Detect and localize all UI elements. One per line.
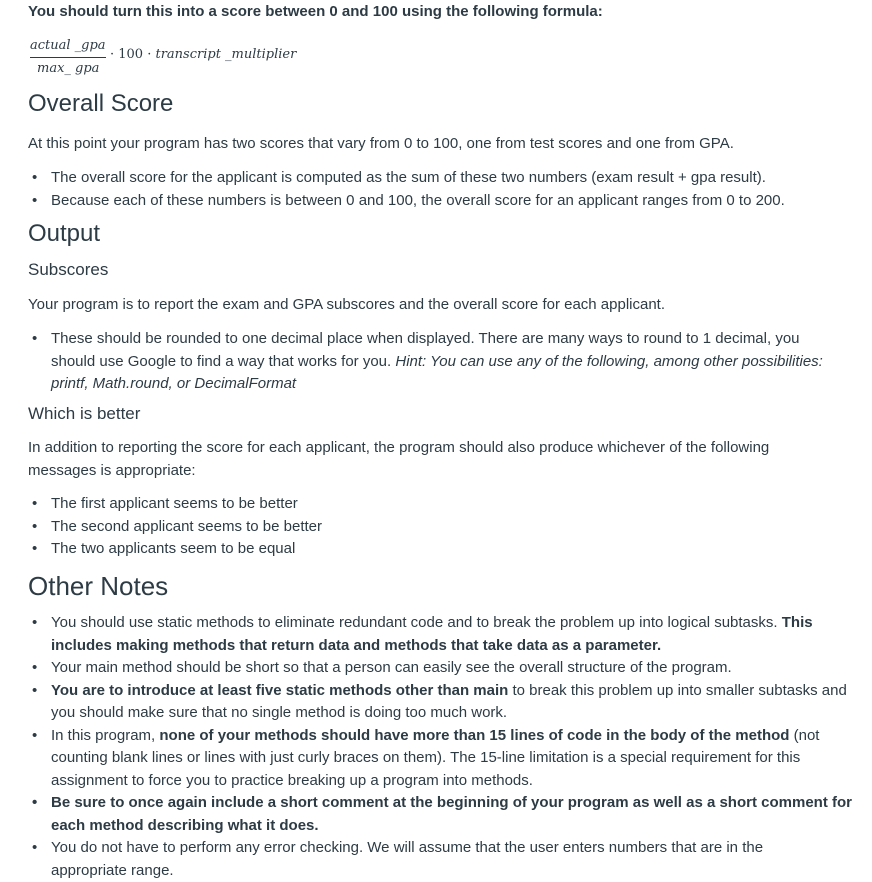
note-five-methods-bold: You are to introduce at least five static methods other than main — [51, 681, 509, 699]
note-static-methods-bold-2: includes making methods that return data and methods that take data as a parameter. — [51, 636, 662, 654]
note-five-methods-2: you should make sure that no single method is doing too much work. — [51, 704, 508, 721]
note-15-lines-tail: (not — [789, 726, 820, 744]
note-error-checking-1: You do not have to perform any error checking. We will assume that the user enters numbers that are in the — [51, 839, 764, 856]
which-better-paragraph — [28, 437, 769, 482]
note-static-methods: You should use static methods to eliminate redundant code and to break the problem up into logical subtasks. — [51, 614, 782, 631]
formula-intro: You should turn this into a score between 0 and 100 using the following formula: — [28, 3, 603, 20]
list-item — [28, 680, 852, 725]
list-item: • The overall score for the applicant is computed as the sum of these two numbers (exam result + gpa result). — [28, 167, 785, 190]
list-item — [28, 612, 852, 657]
gpa-formula — [28, 36, 328, 80]
output-heading: Output — [28, 220, 101, 247]
message-bullets — [28, 493, 322, 561]
which-better-heading: Which is better — [28, 404, 141, 423]
list-item: • The second applicant seems to be better — [28, 516, 322, 539]
rounding-line-2: should use Google to find a way that works for you. — [51, 352, 396, 370]
overall-score-heading: Overall Score — [28, 90, 174, 117]
subscores-paragraph: Your program is to report the exam and GPA subscores and the overall score for each applicant. — [28, 296, 666, 313]
list-item: • Because each of these numbers is between 0 and 100, the overall score for an applicant ranges from 0 to 200. — [28, 190, 785, 213]
fraction-bar — [30, 57, 106, 58]
which-better-line-1: In addition to reporting the score for each applicant, the program should also produce whichever of the following — [28, 439, 770, 456]
other-notes-heading: Other Notes — [28, 571, 169, 601]
notes-bullets — [28, 612, 852, 882]
list-item — [28, 725, 852, 793]
formula-term: transcript _multiplier — [155, 47, 297, 62]
list-item — [28, 837, 852, 882]
list-item: • Your main method should be short so that a person can easily see the overall structure of the program. — [28, 657, 852, 680]
formula-denominator: max_ gpa — [37, 61, 100, 76]
subscores-bullets — [28, 328, 823, 396]
list-item: • The first applicant seems to be better — [28, 493, 322, 516]
rounding-hint-options: printf, Math.round, or DecimalFormat — [51, 375, 297, 392]
rounding-line-1: These should be rounded to one decimal place when displayed. There are many ways to round to 1 decimal, you — [51, 330, 800, 347]
list-item — [28, 792, 852, 837]
note-error-checking-2: appropriate range. — [51, 861, 174, 879]
overall-paragraph: At this point your program has two scores that vary from 0 to 100, one from test scores and one from GPA. — [28, 135, 734, 152]
note-15-lines-2: counting blank lines or lines with just curly braces on them). The 15-line limitation is a special requirement for this — [51, 749, 801, 766]
note-15-lines-3: assignment to force you to practice breaking up a program into methods. — [51, 771, 533, 789]
formula-constant: · 100 · — [110, 47, 156, 62]
note-comments-2: each method describing what it does. — [51, 816, 319, 834]
note-comments-1: Be sure to once again include a short comment at the beginning of your program as well as a short comment for — [51, 794, 852, 811]
which-better-line-2: messages is appropriate: — [28, 461, 196, 479]
list-item: • The two applicants seem to be equal — [28, 538, 322, 561]
note-five-methods: to break this problem up into smaller subtasks and — [508, 681, 847, 699]
formula-multiplier — [110, 47, 296, 62]
rounding-hint: Hint: You can use any of the following, among other possibilities: — [395, 352, 823, 370]
overall-bullets — [28, 167, 785, 212]
note-15-lines-intro: In this program, — [51, 726, 160, 744]
formula-numerator: actual _gpa — [30, 38, 106, 53]
note-static-methods-bold: This — [781, 614, 813, 631]
note-15-lines-bold: none of your methods should have more than 15 lines of code in the body of the method — [159, 726, 790, 744]
list-item — [28, 328, 823, 396]
subscores-heading: Subscores — [28, 260, 109, 279]
